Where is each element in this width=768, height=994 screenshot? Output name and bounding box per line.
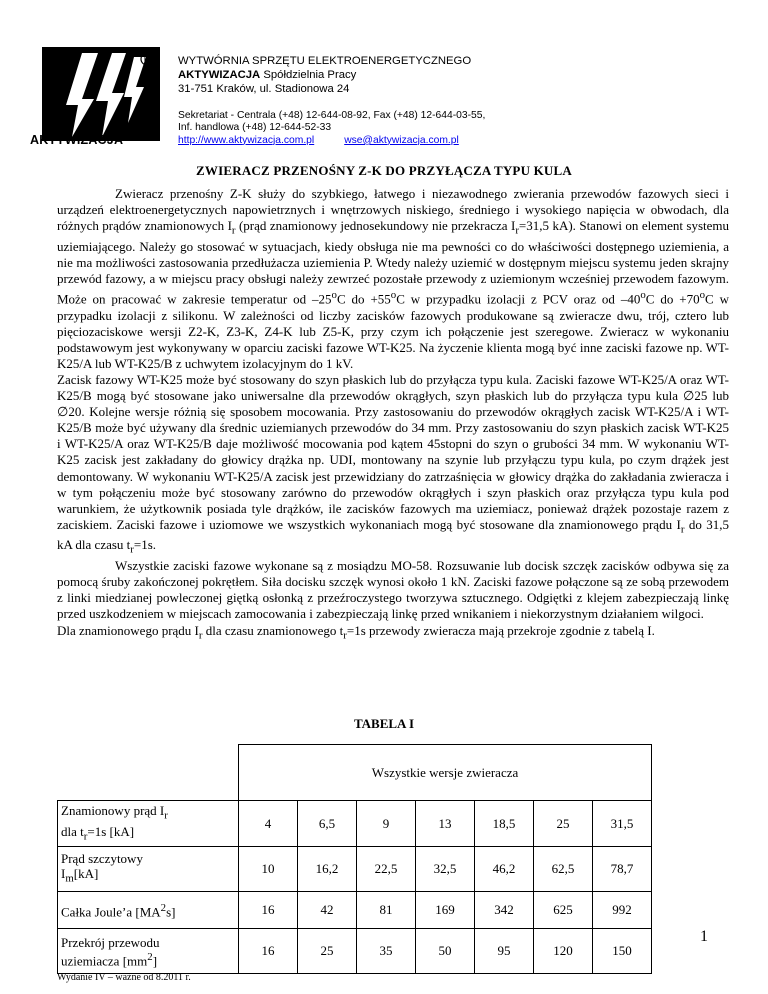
table-corner-cell bbox=[58, 745, 239, 801]
paragraph-3: Wszystkie zaciski fazowe wykonane są z mosiądzu MO-58. Rozsuwanie lub docisk szczęk zacisków odbywa się za pomocą śruby zakończonej pokrętłem. Siła docisku szczęk wynosi około 1 kN. Zaciski fazowe połączone są ze sobą przewodem z linki miedzianej powleczonej giętką osłonką z przeźroczystego tworzywa sztucznego. Odgiętki z klejem zabezpieczają linkę przed uszkodzeniem w miejscach zamocowania i zabezpieczają linkę przed wnikaniem i niekorzystnym działaniem wilgoci. bbox=[57, 558, 729, 622]
table-row bbox=[58, 847, 652, 892]
table-cell: 6,5 bbox=[298, 801, 357, 847]
svg-text:R: R bbox=[143, 54, 151, 65]
table-row bbox=[58, 892, 652, 929]
table-header-row bbox=[58, 745, 652, 801]
table-cell: 13 bbox=[416, 801, 475, 847]
company-name-line bbox=[178, 68, 471, 82]
table-row bbox=[58, 801, 652, 847]
website-link[interactable]: http://www.aktywizacja.com.pl bbox=[178, 134, 315, 146]
table-cell: 9 bbox=[357, 801, 416, 847]
table-cell: 18,5 bbox=[475, 801, 534, 847]
company-line1: WYTWÓRNIA SPRZĘTU ELEKTROENERGETYCZNEGO bbox=[178, 55, 472, 67]
contact-sales-line: Inf. handlowa (+48) 12-644-52-33 bbox=[178, 122, 332, 134]
table-cell: 81 bbox=[357, 892, 416, 929]
registered-mark-icon bbox=[140, 52, 154, 66]
table-cell: 25 bbox=[534, 801, 593, 847]
document-title: ZWIERACZ PRZENOŚNY Z-K DO PRZYŁĄCZA TYPU KULA bbox=[196, 163, 572, 178]
table-row-label: Znamionowy prąd $I_r$ dla $t_r=1s$ [kA] bbox=[58, 801, 239, 847]
table-cell: 35 bbox=[357, 929, 416, 974]
table-cell: 10 bbox=[239, 847, 298, 892]
table-cell: 625 bbox=[534, 892, 593, 929]
table-cell: 95 bbox=[475, 929, 534, 974]
logo-caption: AKTYWIZACJA bbox=[30, 133, 124, 147]
table-cell: 4 bbox=[239, 801, 298, 847]
table-cell: 62,5 bbox=[534, 847, 593, 892]
contact-phone-line: Sekretariat - Centrala (+48) 12-644-08-92, Fax (+48) 12-644-03-55, bbox=[178, 110, 486, 121]
company-info bbox=[178, 54, 471, 96]
email-link[interactable]: wse@aktywizacja.com.pl bbox=[344, 134, 459, 146]
table-row bbox=[58, 929, 652, 974]
paragraph-1: Zwieracz przenośny Z-K służy do szybkiego, łatwego i niezawodnego zwierania przewodów fazowych sieci i urządzeń elektroenergetycznych napowietrznych i wnętrzowych niskiego, średniego i wysokiego napięcia w obwodach, dla różnych prądów znamionowych $I_r$ (prąd znamionowy jednosekundowy nie przekracza $I_r=31,5$ kA). Stanowi on element systemu uziemiającego. Należy go stosować w sytuacjach, kiedy obsługa nie ma pewności co do właściwości dostępnego uziemienia, a nie ma możliwości zastosowania przedłużacza uziemienia P. Wtedy należy uziemić w dostępnym miejscu systemu jeden skrajny przewód fazowy, a w miejscu pracy obsługi należy zewrzeć pozostałe przewody z uziemionym wcześniej przewodem fazowym. Może on pracować w zakresie temperatur od –25$^o$C do $+55^oC$ w przypadku izolacji z PCV oraz od –40$^o$C do $+70^oC$ w przypadku izolacji z silikonu. W zależności od liczby zacisków fazowych produkowane są zwieracze dwu, trój, cztero lub pięciozaciskowe wersji Z2-K, Z3-K, Z4-K lub Z5-K, przy czym ich połączenie jest szeregowe. Zwieracz w wykonaniu podstawowym jest wykonywany w oparciu zaciski fazowe WT-K25. Na życzenie klienta mogą być inne zaciski fazowe np. WT-K25/A lub WT-K25/B z uchwytem izolacyjnym do 1 kV. bbox=[57, 186, 730, 371]
table-header-cell: Wszystkie wersje zwieracza bbox=[239, 745, 652, 801]
page-number: 1 bbox=[700, 928, 708, 945]
table-row-label: Całka Joule’a $[MA^2s]$ bbox=[58, 892, 239, 929]
document-body bbox=[57, 186, 729, 643]
table-cell: 150 bbox=[593, 929, 652, 974]
specification-table bbox=[57, 744, 652, 974]
table-cell: 50 bbox=[416, 929, 475, 974]
table-cell: 120 bbox=[534, 929, 593, 974]
table-cell: 342 bbox=[475, 892, 534, 929]
table-cell: 16 bbox=[239, 892, 298, 929]
paragraph-2: Zacisk fazowy WT-K25 może być stosowany do szyn płaskich lub do przyłącza typu kula. Zaciski fazowe WT-K25/A oraz WT-K25/B mogą być stosowane jako uniwersalne dla przewodów okrągłych, szyn płaskich lub do przyłącza typu kula ∅25 lub ∅20. Kolejne wersje różnią się sposobem mocowania. Przy zastosowaniu do przewodów okrągłych zacisk WT-K25/A i WT-K25/B może być używany dla średnic uziemianych przewodów do 34 mm. Przy zastosowaniu do szyn płaskich zacisk WT-K25 i WT-K25/A oraz WT-K25/B daje możliwość mocowania pod kątem 45stopni do szyn o grubości 34 mm. W wykonaniu WT-K25 zacisk jest zakładany do głowicy drążka np. UDI, montowany na szynie lub przyłączu typu kula, po czym drążek jest demontowany. W wykonaniu WT-K25/A zacisk jest przewidziany do zatrzaśnięcia w głowicy drążka do zakładania zwieracza i w tym połączeniu może być stosowany zarówno do przewodów okrągłych i szyn płaskich oraz przyłącza typu kula pod warunkiem, że użytkownik posiada tyle drążków, ile zacisków fazowych ma uziemiacz, ponieważ drążek pozostaje razem z zaciskiem. Zaciski fazowe i uziomowe we wszystkich wykonaniach mogą być stosowane dla znamionowego prądu $I_r$ do 31,5 kA dla czasu $t_r=1s$. bbox=[57, 371, 730, 557]
contact-info bbox=[178, 110, 485, 147]
table-cell: 25 bbox=[298, 929, 357, 974]
footer-edition: Wydanie IV – ważne od 8.2011 r. bbox=[57, 972, 191, 983]
paragraph-4: Dla znamionowego prądu $I_r$ dla czasu znamionowego $t_r=1s$ przewody zwieracza mają przekroje zgodnie z tabelą I. bbox=[57, 622, 655, 642]
table-cell: 16,2 bbox=[298, 847, 357, 892]
company-address: 31-751 Kraków, ul. Stadionowa 24 bbox=[178, 83, 350, 95]
table-cell: 992 bbox=[593, 892, 652, 929]
table-row-label: Przekrój przewodu uziemiacza $[mm^2]$ bbox=[58, 929, 239, 974]
table-cell: 22,5 bbox=[357, 847, 416, 892]
table-cell: 78,7 bbox=[593, 847, 652, 892]
table-cell: 16 bbox=[239, 929, 298, 974]
table-title: TABELA I bbox=[353, 716, 415, 731]
table-cell: 46,2 bbox=[475, 847, 534, 892]
table-row-label: Prąd szczytowy $I_m[kA]$ bbox=[58, 847, 239, 892]
table-cell: 32,5 bbox=[416, 847, 475, 892]
table-cell: 169 bbox=[416, 892, 475, 929]
table-cell: 31,5 bbox=[593, 801, 652, 847]
contact-links bbox=[178, 135, 485, 147]
company-name-suffix: Spółdzielnia Pracy bbox=[260, 69, 357, 81]
table-cell: 42 bbox=[298, 892, 357, 929]
company-name: AKTYWIZACJA bbox=[178, 69, 261, 81]
